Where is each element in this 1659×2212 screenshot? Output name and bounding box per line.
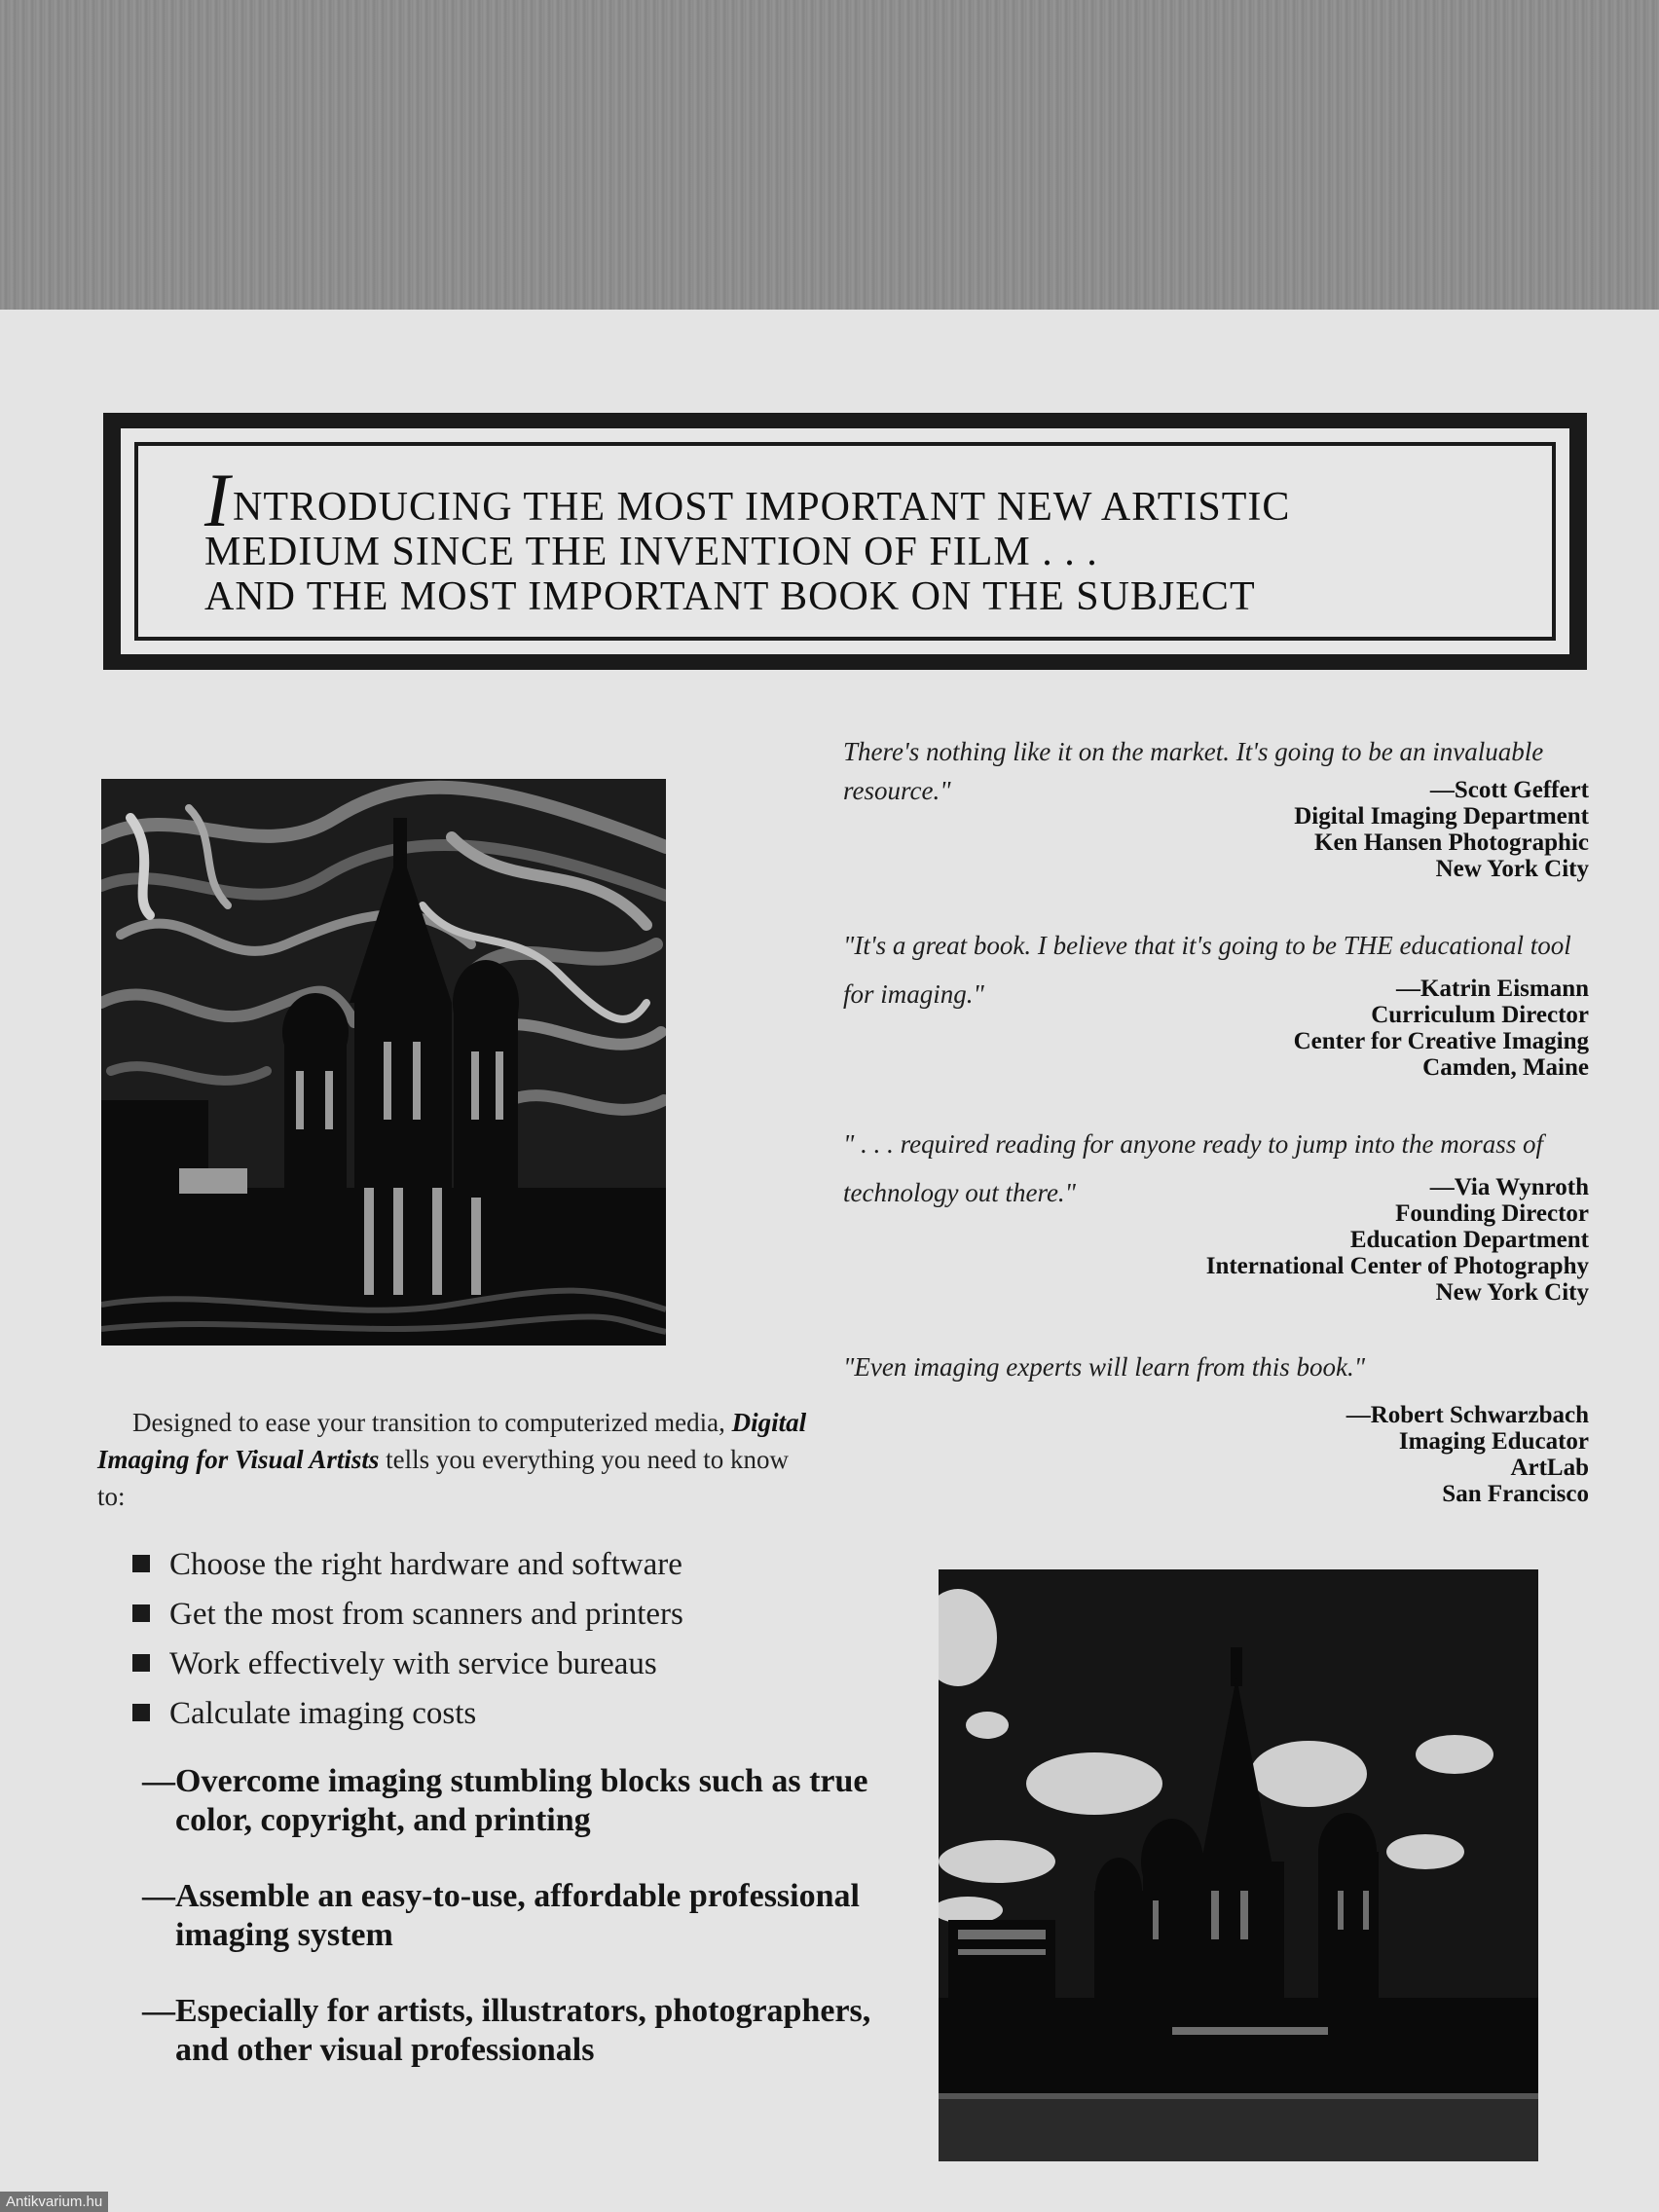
list-item: Choose the right hardware and software [132,1540,683,1590]
painted-cathedral-illustration [101,779,666,1346]
intro-paragraph: Designed to ease your transition to computerized media, Digital Imaging for Visual Artists tells you everything you need to know to: [97,1408,807,1511]
quote-text: "It's a great book. I believe that it's going to be THE educational tool for imaging." [843,931,1571,1009]
watermark: Antikvarium.hu [0,2192,108,2212]
quote-text: " . . . required reading for anyone ready to jump into the morass of technology out there." [843,1129,1544,1207]
quote-attribution: —Katrin Eismann Curriculum Director Center for Creative Imaging Camden, Maine [1293,976,1589,1081]
list-item: Calculate imaging costs [132,1689,683,1739]
headline-line-1: NTRODUCING THE MOST IMPORTANT NEW ARTISTIC [232,485,1291,530]
feature-item: —Assemble an easy-to-use, affordable professional imaging system [142,1878,860,1953]
testimonial-2 [843,921,1589,1081]
painted-cathedral-image [101,779,666,1346]
list-item: Work effectively with service bureaus [132,1640,683,1689]
quote-attribution: —Scott Geffert Digital Imaging Department Ken Hansen Photographic New York City [1294,777,1589,882]
testimonial-3 [843,1120,1589,1306]
wood-backdrop [0,0,1659,313]
book-title: Digital Imaging for Visual Artists [97,1408,807,1474]
quote-attribution: —Via Wynroth Founding Director Education Department International Center of Photography New York City [1205,1174,1589,1306]
headline-frame [103,413,1587,670]
quote-text: "Even imaging experts will learn from this book." [843,1352,1366,1382]
feature-item: —Especially for artists, illustrators, photographers, and other visual professionals [142,1993,871,2068]
quote-attribution: —Robert Schwarzbach Imaging Educator ArtLab San Francisco [1346,1402,1589,1507]
testimonial-4 [843,1347,1589,1507]
square-bullet-icon [132,1604,150,1622]
list-item: Get the most from scanners and printers [132,1590,683,1640]
quote-text: There's nothing like it on the market. It's going to be an invaluable resource." [843,737,1544,805]
square-bullet-icon [132,1555,150,1572]
cathedral-photo-image [939,1569,1538,2161]
headline [204,458,1529,619]
headline-drop-cap: I [204,458,231,542]
feature-item: —Overcome imaging stumbling blocks such as true color, copyright, and printing [142,1763,868,1838]
testimonial-1 [843,732,1589,882]
square-bullet-icon [132,1704,150,1721]
cathedral-photograph [939,1569,1538,2161]
benefits-list [132,1540,683,1739]
headline-line-3: AND THE MOST IMPORTANT BOOK ON THE SUBJECT [204,574,1256,619]
headline-line-2: MEDIUM SINCE THE INVENTION OF FILM . . . [204,530,1098,574]
features-list [142,1762,902,2107]
square-bullet-icon [132,1654,150,1672]
